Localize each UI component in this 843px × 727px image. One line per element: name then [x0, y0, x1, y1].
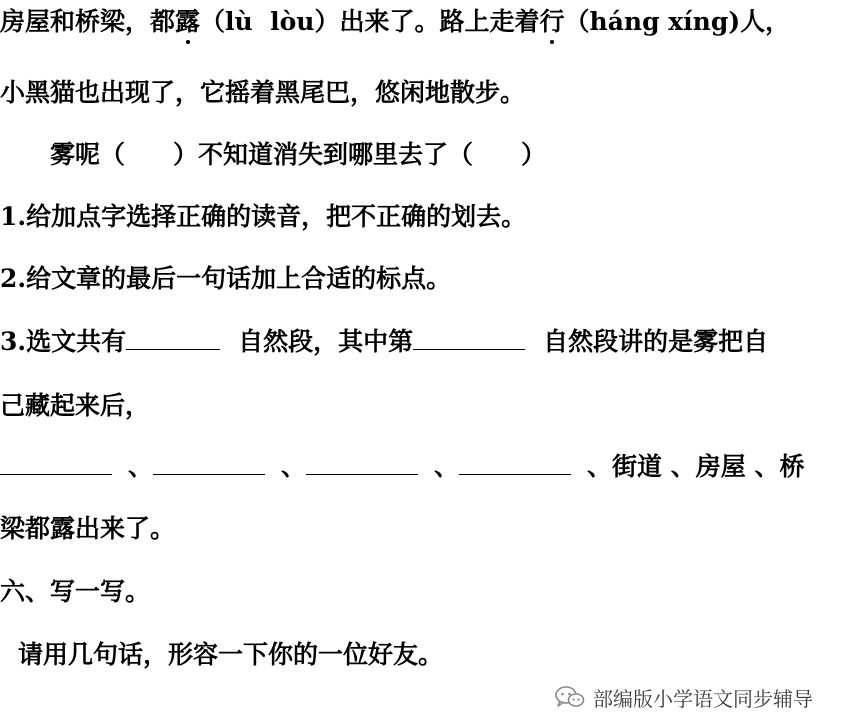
passage-text: ）不知道消失到哪里去了（ [173, 140, 474, 169]
dotted-character: 露 [175, 5, 200, 39]
question-text: 、街道 、房屋 、桥 [587, 452, 805, 481]
passage-text: )人， [728, 7, 791, 36]
answer-blank[interactable] [459, 452, 571, 475]
wechat-icon [555, 685, 585, 709]
question-text: 3.选文共有 [0, 327, 127, 356]
passage-text: （ [564, 7, 590, 36]
dotted-character: 行 [540, 5, 565, 39]
question-3-end: 梁都露出来了。 [0, 514, 176, 543]
answer-blank[interactable] [0, 452, 112, 475]
question-3 [0, 325, 768, 359]
separator: 、 [434, 452, 460, 481]
passage-line-3 [50, 138, 546, 172]
passage-line-1 [0, 5, 790, 39]
answer-blank[interactable] [153, 452, 265, 475]
separator: 、 [281, 452, 307, 481]
answer-blank[interactable] [413, 327, 525, 350]
question-3-continued: 己藏起来后， [0, 391, 151, 420]
passage-text: 雾呢（ [50, 140, 126, 169]
passage-text: ） [521, 140, 547, 169]
watermark-text: 部编版小学语文同步辅导 [593, 686, 813, 711]
pinyin-options: háng xíng [589, 7, 729, 36]
question-text: 自然段，其中第 [238, 327, 414, 356]
pinyin-options: lù lòu [225, 7, 315, 36]
passage-line-2: 小黑猫也出现了，它摇着黑尾巴，悠闲地散步。 [0, 78, 526, 107]
answer-blank[interactable] [306, 452, 418, 475]
question-3-blanks [0, 450, 804, 484]
section-heading: 六、写一写。 [0, 577, 151, 606]
answer-blank[interactable] [126, 327, 220, 350]
watermark [555, 681, 813, 713]
separator: 、 [128, 452, 154, 481]
question-text: 自然段讲的是雾把自 [543, 327, 769, 356]
passage-text: （ [200, 7, 226, 36]
passage-text: 房屋和桥梁，都 [0, 7, 176, 36]
writing-prompt: 请用几句话，形容一下你的一位好友。 [18, 640, 444, 669]
passage-text: ）出来了。路上走着 [314, 7, 540, 36]
question-1: 1.给加点字选择正确的读音，把不正确的划去。 [0, 202, 527, 231]
question-2: 2.给文章的最后一句话加上合适的标点。 [0, 264, 452, 293]
